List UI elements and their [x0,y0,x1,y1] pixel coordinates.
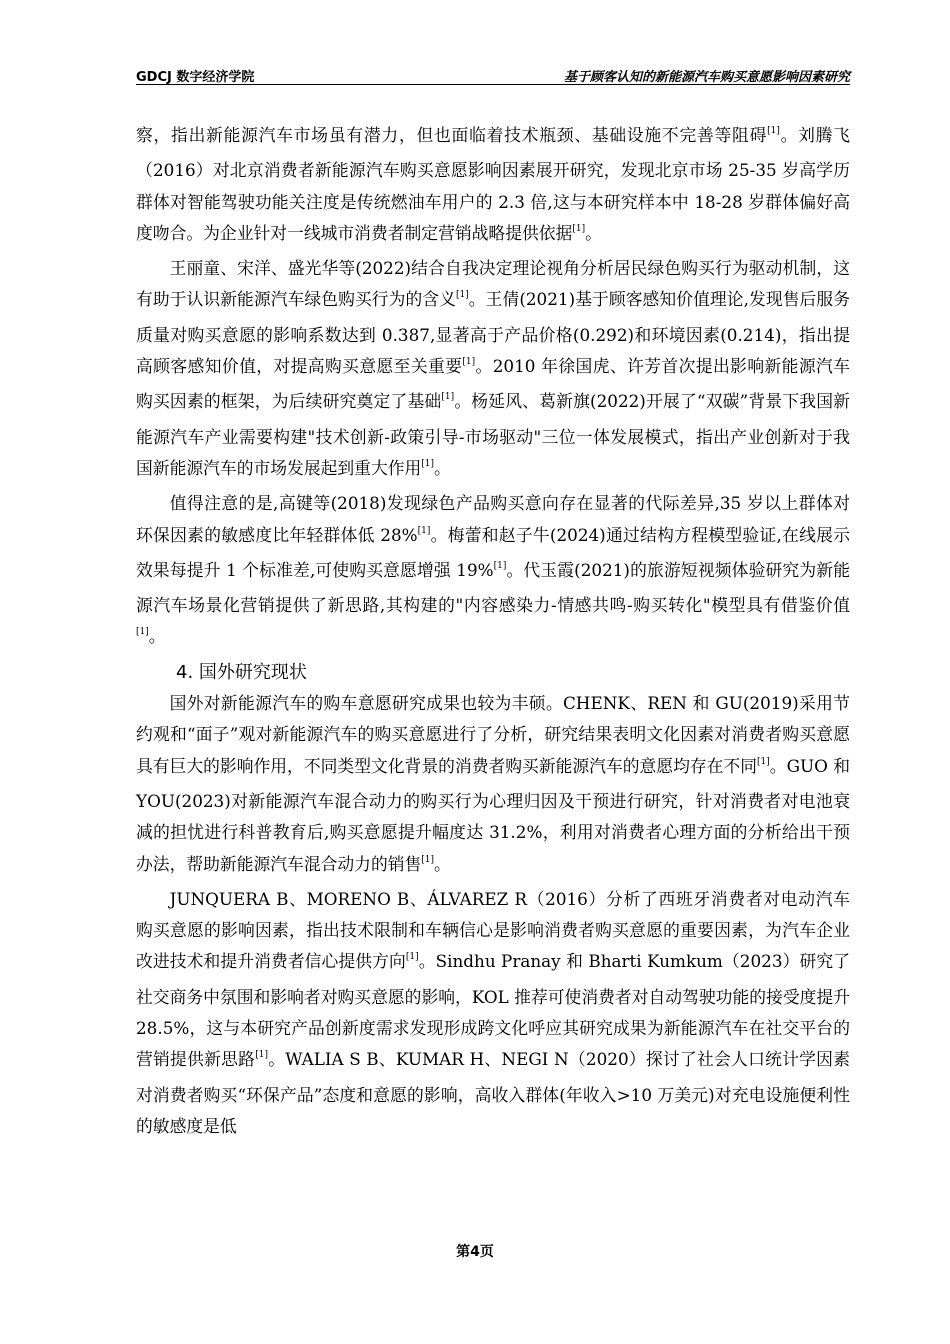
citation-marker: [1] [421,854,435,865]
citation-marker: [1] [767,126,780,136]
citation-marker: [1] [421,458,435,469]
page-body [136,120,850,1142]
paragraph-text: 值得注意的是,高键等(2018)发现绿色产品购买意向存在显著的代际差异,35 岁以上群体对环保因素的敏感度比年轻群体低 28% [136,493,850,545]
paragraph-group-1 [136,120,850,657]
paragraph-text: 。 [585,222,602,243]
citation-marker: [1] [136,627,149,638]
paragraph-text: 察，指出新能源汽车市场虽有潜力，但也面临着技术瓶颈、基础设施不完善等阻碍 [136,125,768,145]
paragraph-text: 。刘腾飞（2016）对北京消费者新能源汽车购买意愿影响因素展开研究，发现北京市场 25-35 岁高学历群体对智能驾驶功能关注度是传统燃油车用户的 2.3 倍,这与本研究样本中 18-28 岁群体偏好高度吻合。为企业针对一线城市消费者制定营销战略提供依据 [136,125,850,243]
citation-marker: [1] [405,952,419,963]
page-number: 第4页 [456,1244,494,1260]
citation-marker: [1] [493,560,507,571]
paragraph [136,120,850,253]
paragraph-text: 。Sindhu Pranay 和 Bharti Kumkum（2023）研究了社交商务中氛围和影响者对购买意愿的影响，KOL 推荐可使消费者对自动驾驶功能的接受度提升 28.5%，这与本研究产品创新度需求发现形成跨文化呼应其研究成果为新能源汽车在社交平台的营销提供新思路 [136,951,850,1070]
paragraph-group-2 [136,688,850,1142]
paragraph-text: 。王倩(2021)基于顾客感知价值理论,发现售后服务质量对购买意愿的影响系数达到 0.387,显著高于产品价格(0.292)和环境因素(0.214)，指出提高顾客感知价值，对提高购买意愿至关重要 [136,289,850,377]
citation-marker: [1] [441,392,455,403]
header-title: 基于顾客认知的新能源汽车购买意愿影响因素研究 [563,70,850,85]
paragraph-text: 。 [434,457,451,478]
paragraph-text: 。 [434,853,451,874]
paragraph-text: 。梅蕾和赵子牛(2024)通过结构方程模型验证,在线展示效果每提升 1 个标准差,可使购买意愿增强 19% [136,524,850,580]
citation-marker: [1] [572,223,586,234]
paragraph-text: 。GUO 和 YOU(2023)对新能源汽车混合动力的购买行为心理归因及干预进行研究，针对消费者对电池衰减的担忧进行科普教育后,购买意愿提升幅度达 31.2%，利用对消费者心理方面的分析给出干预办法，帮助新能源汽车混合动力的销售 [136,755,850,874]
paragraph [136,884,850,1142]
citation-marker: [1] [757,756,770,767]
citation-marker: [1] [462,357,476,368]
header-institution: GDCJ 数字经济学院 [136,70,255,85]
page-header [136,62,850,85]
paragraph-text: 。杨延风、葛新旗(2022)开展了“双碳”背景下我国新能源汽车产业需要构建"技术创新-政策引导-市场驱动"三位一体发展模式，指出产业创新对于我国新能源汽车的市场发展起到重大作用 [136,391,850,478]
citation-marker: [1] [456,290,469,301]
paragraph [136,253,850,488]
paragraph-text: 。代玉霞(2021)的旅游短视频体验研究为新能源汽车场景化营销提供了新思路,其构建的"内容感染力-情感共鸣-购买转化"模型具有借鉴价值 [136,559,850,616]
citation-marker: [1] [255,1050,268,1061]
section-heading: 4. 国外研究现状 [176,661,307,683]
paragraph-text: 。2010 年徐国虎、许芳首次提出影响新能源汽车购买因素的框架，为后续研究奠定了基础 [136,356,850,412]
paragraph [136,488,850,656]
paragraph-text: 。 [148,626,166,647]
paragraph-text: 王丽童、宋洋、盛光华等(2022)结合自我决定理论视角分析居民绿色购买行为驱动机制，这有助于认识新能源汽车绿色购买行为的含义 [136,258,850,310]
paragraph-text: JUNQUERA B、MORENO B、ÁLVAREZ R（2016）分析了西班牙消费者对电动汽车购买意愿的影响因素，指出技术限制和车辆信心是影响消费者购买意愿的重要因素，为汽车企业改进技术和提升消费者信心提供方向 [136,888,850,972]
paragraph-text: 国外对新能源汽车的购车意愿研究成果也较为丰硕。CHENK、REN 和 GU(2019)采用节约观和“面子”观对新能源汽车的购买意愿进行了分析，研究结果表明文化因素对消费者购买意愿具有巨大的影响作用，不同类型文化背景的消费者购买新能源汽车的意愿均存在不同 [136,693,850,776]
paragraph [136,688,850,884]
paragraph-text: 。WALIA S B、KUMAR H、NEGI N（2020）探讨了社会人口统计学因素对消费者购买“环保产品”态度和意愿的影响，高收入群体(年收入>10 万美元)对充电设施便利性的敏感度是低 [136,1049,850,1136]
citation-marker: [1] [417,525,431,536]
